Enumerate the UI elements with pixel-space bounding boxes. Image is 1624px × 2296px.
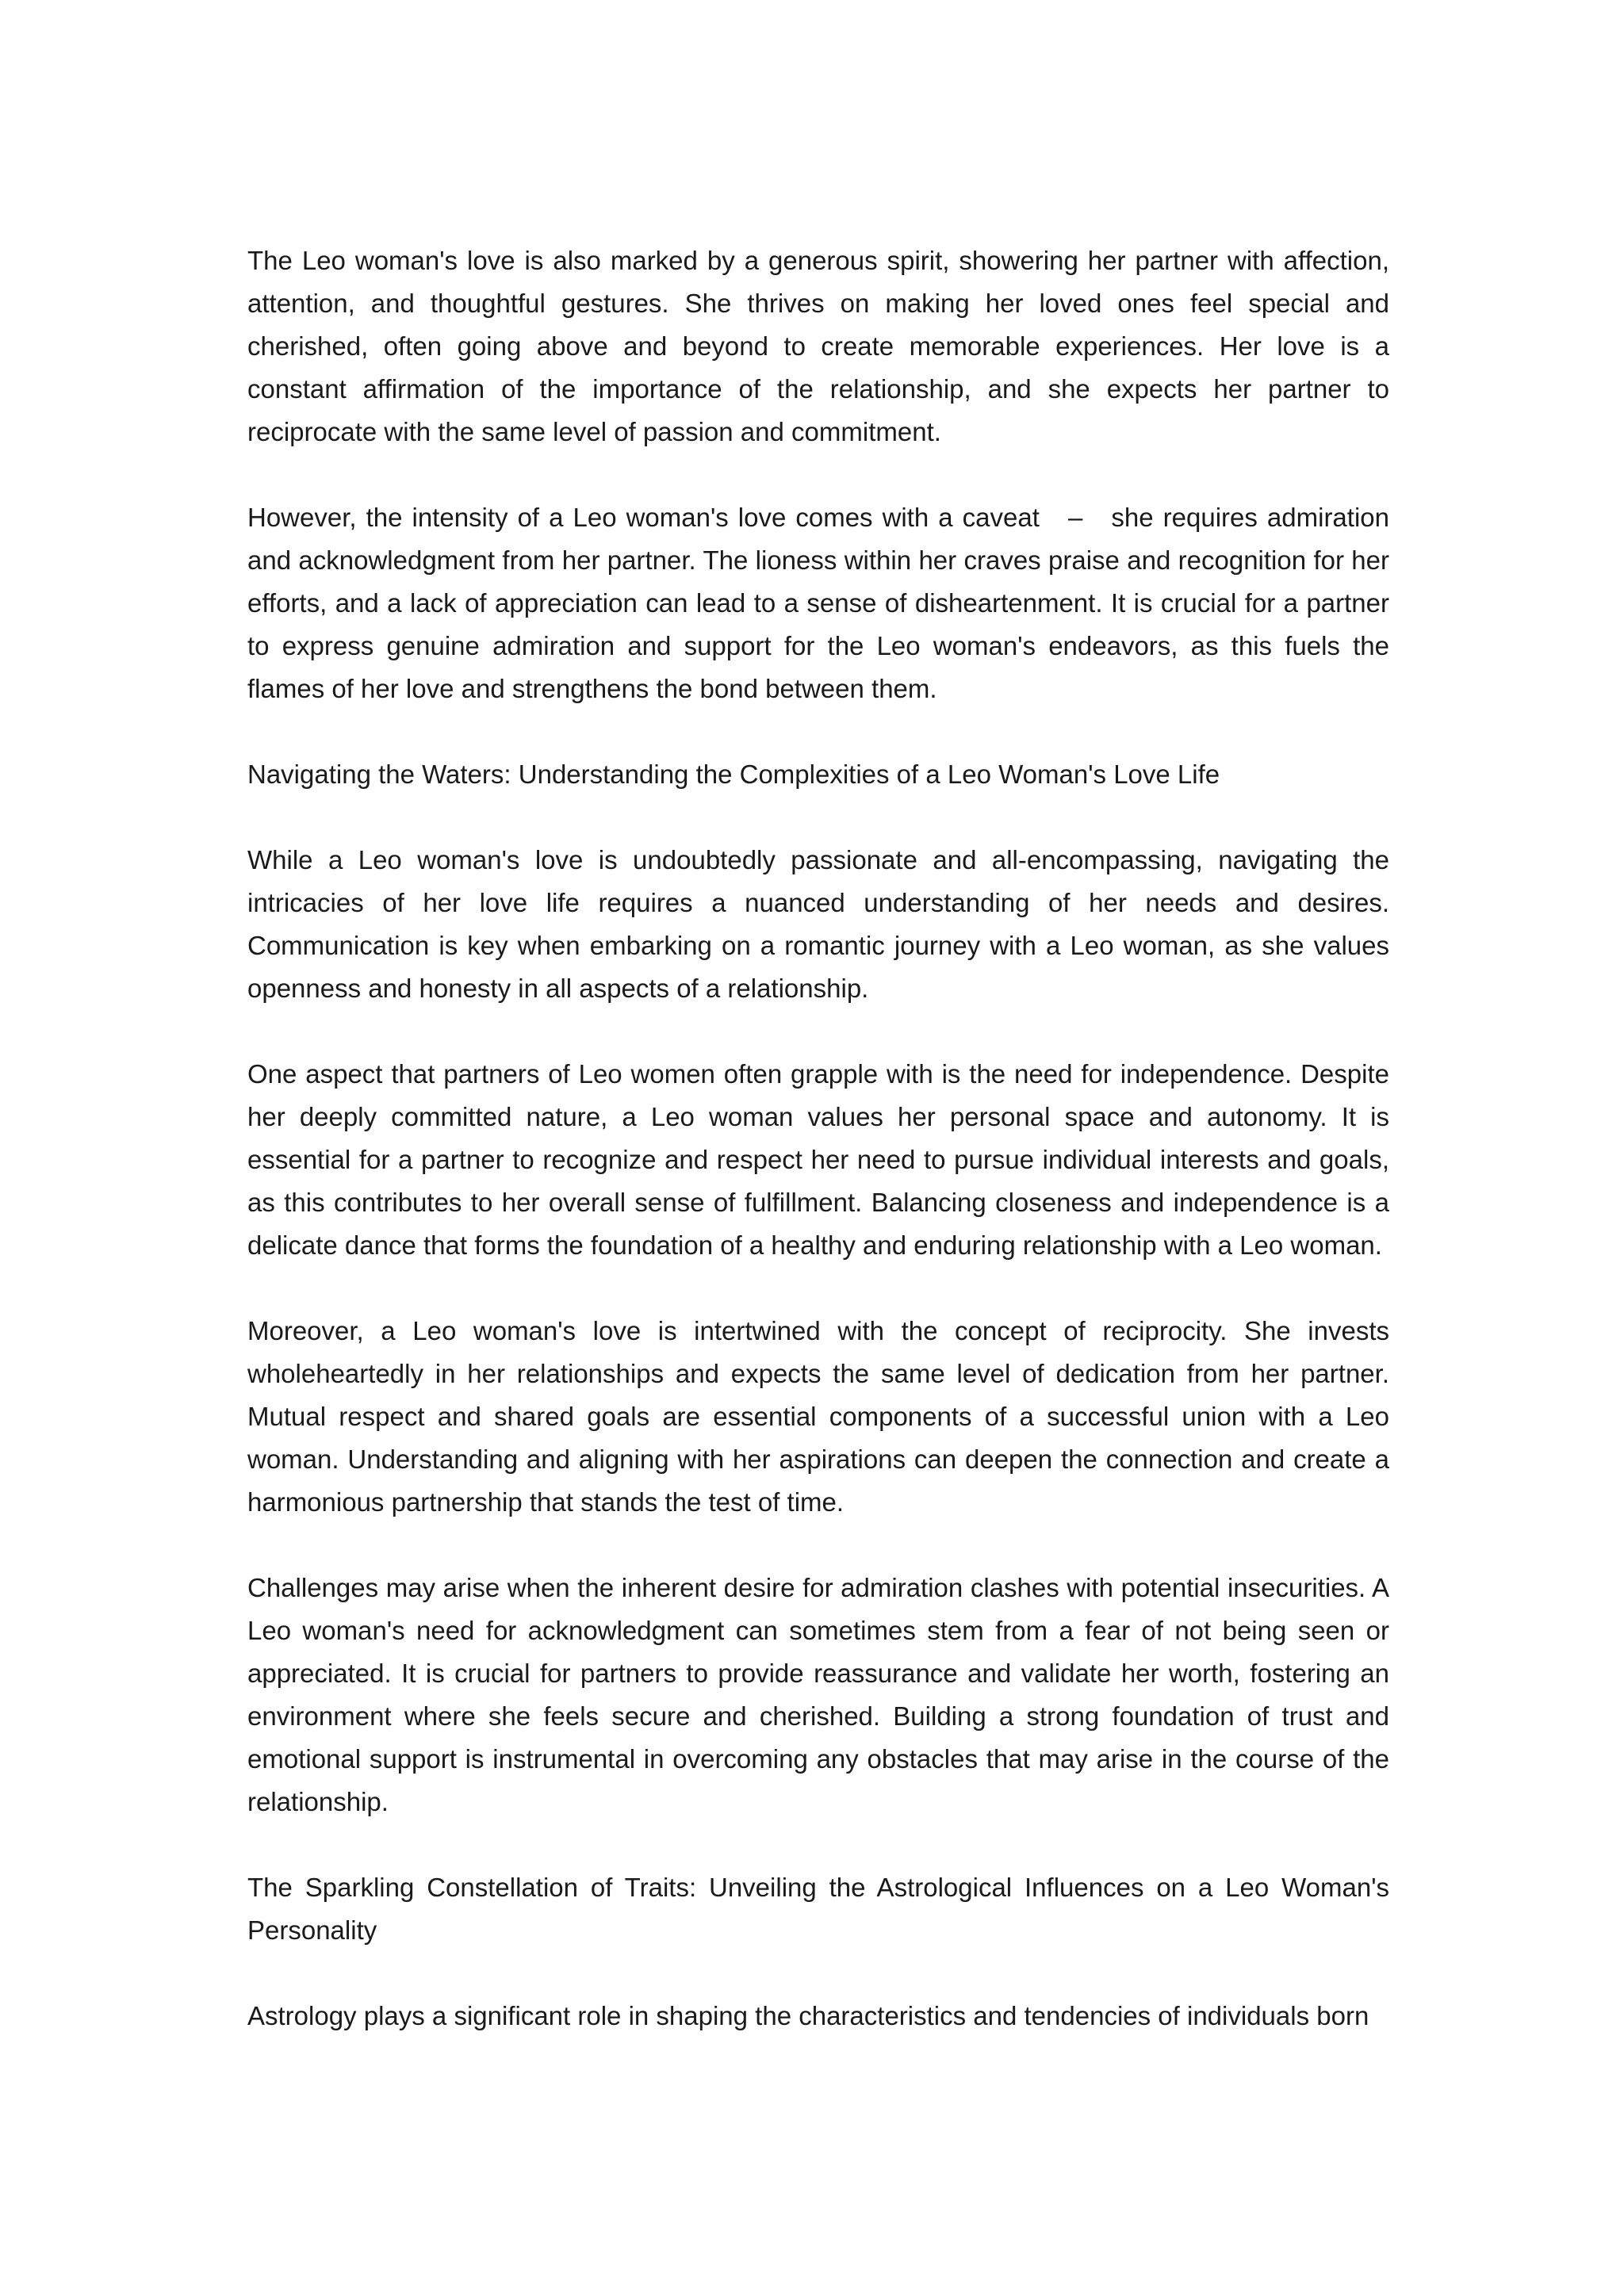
paragraph-admiration-caveat: However, the intensity of a Leo woman's love comes with a caveat – she requires admiration and acknowledgment from her partner. The lioness within her craves praise and recognition for her efforts, and a lack of appreciation can lead to a sense of disheartenment. It is crucial for a partner to express genuine admiration and support for the Leo woman's endeavors, as this fuels the flames of her love and strengthens the bond between them. [247, 503, 1389, 703]
paragraph-reciprocity: Moreover, a Leo woman's love is intertwined with the concept of reciprocity. She invests wholeheartedly in her relationships and expects the same level of dedication from her partner. Mutual respect and shared goals are essential components of a successful union with a Leo woman. Understanding and aligning with her aspirations can deepen the connection and create a harmonious partnership that stands the test of time. [247, 1316, 1389, 1517]
section-heading-sparkling-constellation: The Sparkling Constellation of Traits: Unveiling the Astrological Influences on a Leo Woman's Personality [247, 1873, 1389, 1945]
paragraph-generous-spirit: The Leo woman's love is also marked by a generous spirit, showering her partner with affection, attention, and thoughtful gestures. She thrives on making her loved ones feel special and cherished, often going above and beyond to create memorable experiences. Her love is a constant affirmation of the importance of the relationship, and she expects her partner to reciprocate with the same level of passion and commitment. [247, 246, 1389, 446]
paragraph-astrology: Astrology plays a significant role in shaping the characteristics and tendencies of individuals born [247, 2001, 1369, 2030]
paragraph-independence: One aspect that partners of Leo women often grapple with is the need for independence. Despite her deeply committed nature, a Leo woman values her personal space and autonomy. It is essential for a partner to recognize and respect her need to pursue individual interests and goals, as this contributes to her overall sense of fulfillment. Balancing closeness and independence is a delicate dance that forms the foundation of a healthy and enduring relationship with a Leo woman. [247, 1059, 1389, 1260]
section-heading-navigating-waters: Navigating the Waters: Understanding the Complexities of a Leo Woman's Love Life [247, 760, 1220, 789]
paragraph-challenges: Challenges may arise when the inherent desire for admiration clashes with potential insecurities. A Leo woman's need for acknowledgment can sometimes stem from a fear of not being seen or appreciated. It is crucial for partners to provide reassurance and validate her worth, fostering an environment where she feels secure and cherished. Building a strong foundation of trust and emotional support is instrumental in overcoming any obstacles that may arise in the course of the relationship. [247, 1573, 1389, 1816]
paragraph-communication: While a Leo woman's love is undoubtedly passionate and all-encompassing, navigating the intricacies of her love life requires a nuanced understanding of her needs and desires. Communication is key when embarking on a romantic journey with a Leo woman, as she values openness and honesty in all aspects of a relationship. [247, 845, 1389, 1003]
document-body [247, 239, 1389, 2038]
